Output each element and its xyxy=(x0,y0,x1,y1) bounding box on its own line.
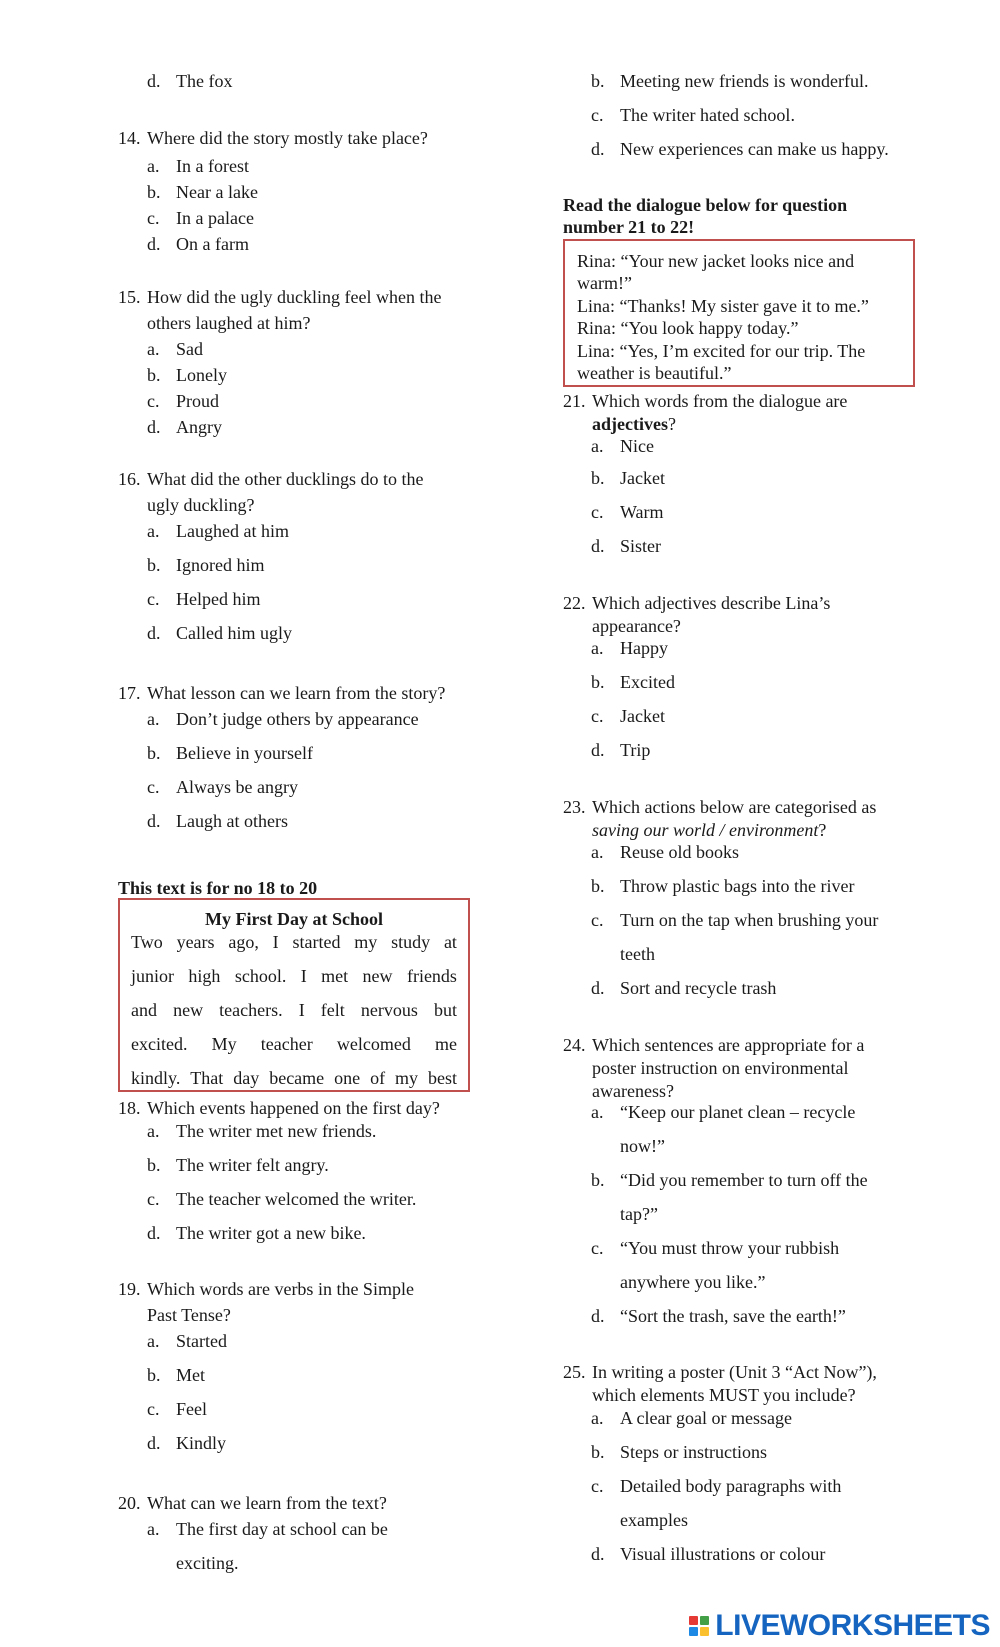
question-text: which elements MUST you include? xyxy=(592,1385,856,1405)
question-number: 17. xyxy=(118,683,141,703)
question-text: awareness? xyxy=(592,1081,674,1101)
passage-word: excited. xyxy=(131,1034,188,1054)
passage-word: but xyxy=(433,1000,457,1020)
question-number: 22. xyxy=(563,593,586,613)
passage-word: welcomed xyxy=(336,1034,411,1054)
question-text: Which events happened on the first day? xyxy=(147,1098,440,1118)
question-text: poster instruction on environmental xyxy=(592,1058,849,1078)
passage-line xyxy=(131,1067,457,1089)
logo-square xyxy=(700,1627,709,1636)
liveworksheets-logo-icon xyxy=(689,1616,709,1636)
passage-word: my xyxy=(395,1068,419,1088)
passage-word: school. xyxy=(234,966,287,986)
passage-word: became xyxy=(269,1068,325,1088)
phrase-italic: saving our world / environment xyxy=(592,820,819,840)
question-text: ugly duckling? xyxy=(147,495,255,515)
passage-heading: This text is for no 18 to 20 xyxy=(118,878,318,898)
question-number: 18. xyxy=(118,1098,141,1118)
dialogue-line: Lina: “Thanks! My sister gave it to me.” xyxy=(577,296,869,316)
question-text-line2: adjectives? xyxy=(592,414,676,434)
passage-word: ago, xyxy=(228,932,259,952)
dialogue-line: Rina: “Your new jacket looks nice and xyxy=(577,251,855,271)
passage-word: felt xyxy=(320,1000,345,1020)
question-text: What did the other ducklings do to the xyxy=(147,469,424,489)
question-text: Which adjectives describe Lina’s xyxy=(592,593,831,613)
passage-line xyxy=(131,931,457,953)
option-20-a-cont: exciting. xyxy=(176,1553,239,1573)
passage-line xyxy=(131,1033,457,1055)
passage-word: of xyxy=(370,1068,386,1088)
question-number: 23. xyxy=(563,797,586,817)
passage-line xyxy=(131,965,457,987)
option-24-c-cont: anywhere you like.” xyxy=(620,1272,766,1292)
logo-square xyxy=(689,1627,698,1636)
passage-word: nervous xyxy=(360,1000,418,1020)
passage-word: at xyxy=(443,932,457,952)
passage-word: I xyxy=(272,932,279,952)
question-number: 21. xyxy=(563,391,586,411)
option-23-c-cont: teeth xyxy=(620,944,655,964)
question-text: In writing a poster (Unit 3 “Act Now”), xyxy=(592,1362,877,1382)
passage-word: high xyxy=(188,966,221,986)
passage-word: me xyxy=(434,1034,457,1054)
question-text: Where did the story mostly take place? xyxy=(147,128,428,148)
question-text: How did the ugly duckling feel when the xyxy=(147,287,442,307)
question-text: Which words are verbs in the Simple xyxy=(147,1279,414,1299)
question-text: Past Tense? xyxy=(147,1305,231,1325)
option-text: The fox xyxy=(176,71,233,91)
passage-word: years xyxy=(176,932,215,952)
question-text: What lesson can we learn from the story? xyxy=(147,683,446,703)
passage-box xyxy=(118,898,470,1092)
question-text: others laughed at him? xyxy=(147,313,311,333)
passage-word: best xyxy=(428,1068,457,1088)
passage-line xyxy=(131,999,457,1021)
passage-word: one xyxy=(334,1068,361,1088)
question-number: 15. xyxy=(118,287,141,307)
passage-word: I xyxy=(298,1000,305,1020)
question-text-line2: saving our world / environment? xyxy=(592,820,827,840)
dialogue-box xyxy=(563,239,915,387)
dialogue-heading: Read the dialogue below for question xyxy=(563,195,848,215)
passage-word: and xyxy=(131,1000,157,1020)
liveworksheets-brand[interactable] xyxy=(689,1609,990,1642)
passage-word: met xyxy=(321,966,349,986)
passage-word: My xyxy=(211,1034,237,1054)
dialogue-heading: number 21 to 22! xyxy=(563,217,695,237)
option-25-c-cont: examples xyxy=(620,1510,688,1530)
dialogue-line: Rina: “You look happy today.” xyxy=(577,318,799,338)
keyword-adjectives: adjectives xyxy=(592,414,668,434)
question-number: 16. xyxy=(118,469,141,489)
question-text: What can we learn from the text? xyxy=(147,1493,387,1513)
question-number: 20. xyxy=(118,1493,141,1513)
question-text: Which sentences are appropriate for a xyxy=(592,1035,865,1055)
question-number: 19. xyxy=(118,1279,141,1299)
question-number: 24. xyxy=(563,1035,586,1055)
passage-word: Two xyxy=(131,932,163,952)
passage-word: new xyxy=(362,966,393,986)
passage-word: study xyxy=(391,932,431,952)
passage-word: teacher xyxy=(260,1034,313,1054)
passage-word: new xyxy=(173,1000,204,1020)
question-text: appearance? xyxy=(592,616,681,636)
passage-word: teachers. xyxy=(219,1000,283,1020)
passage-word: my xyxy=(354,932,378,952)
option-24-b-cont: tap?” xyxy=(620,1204,658,1224)
dialogue-line: weather is beautiful.” xyxy=(577,363,732,383)
logo-square xyxy=(700,1616,709,1625)
passage-word: junior xyxy=(131,966,174,986)
passage-word: day xyxy=(233,1068,260,1088)
passage-title: My First Day at School xyxy=(205,909,383,929)
question-number: 14. xyxy=(118,128,141,148)
passage-word: kindly. xyxy=(131,1068,181,1088)
brand-name: LIVEWORKSHEETS xyxy=(715,1609,990,1642)
passage-word: started xyxy=(292,932,341,952)
option-letter: d. xyxy=(147,71,161,91)
passage-word: That xyxy=(190,1068,224,1088)
passage-word: I xyxy=(300,966,307,986)
question-text: Which words from the dialogue are xyxy=(592,391,848,411)
passage-word: friends xyxy=(406,966,457,986)
dialogue-line: warm!” xyxy=(577,273,632,293)
question-number: 25. xyxy=(563,1362,586,1382)
logo-square xyxy=(689,1616,698,1625)
option-24-a-cont: now!” xyxy=(620,1136,665,1156)
dialogue-line: Lina: “Yes, I’m excited for our trip. The xyxy=(577,341,866,361)
question-text: Which actions below are categorised as xyxy=(592,797,877,817)
